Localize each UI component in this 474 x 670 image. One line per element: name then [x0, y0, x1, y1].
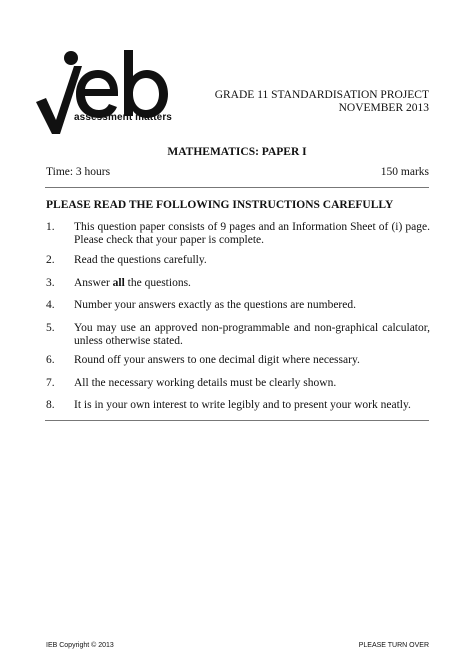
instruction-text: This question paper consists of 9 pages and an Information Sheet of (i) page. Please check that your paper is complete. — [74, 221, 430, 246]
footer-turn-over: PLEASE TURN OVER — [358, 642, 429, 649]
instruction-number: 5. — [46, 322, 55, 334]
logo-tagline: assessment matters — [74, 112, 172, 123]
footer-copyright: IEB Copyright © 2013 — [46, 642, 114, 649]
divider-top — [45, 187, 429, 188]
instruction-number: 1. — [46, 221, 55, 233]
instruction-text: Read the questions carefully. — [74, 254, 207, 266]
instruction-text: You may use an approved non-programmable and non-graphical calculator, unless otherwise stated. — [74, 322, 430, 347]
paper-title: MATHEMATICS: PAPER I — [167, 146, 307, 158]
instruction-number: 6. — [46, 354, 55, 366]
instruction-number: 2. — [46, 254, 55, 266]
header-info — [215, 89, 429, 114]
instruction-number: 7. — [46, 377, 55, 389]
instruction-number: 3. — [46, 277, 55, 289]
instruction-text: Number your answers exactly as the questions are numbered. — [74, 299, 356, 311]
ieb-checkmark-logo-icon — [34, 48, 174, 138]
instruction-number: 4. — [46, 299, 55, 311]
divider-bottom — [45, 420, 429, 421]
instruction-text: All the necessary working details must be clearly shown. — [74, 377, 337, 389]
instruction-text: It is in your own interest to write legibly and to present your work neatly. — [74, 399, 411, 411]
exam-date: NOVEMBER 2013 — [338, 101, 429, 114]
time-allowed: Time: 3 hours — [46, 166, 111, 178]
total-marks: 150 marks — [380, 166, 429, 178]
instruction-text: Answer all the questions. — [74, 277, 191, 289]
instruction-number: 8. — [46, 399, 55, 411]
ieb-logo — [34, 48, 174, 138]
instructions-heading: PLEASE READ THE FOLLOWING INSTRUCTIONS CAREFULLY — [46, 199, 394, 211]
instruction-text: Round off your answers to one decimal digit where necessary. — [74, 354, 360, 366]
project-title: GRADE 11 STANDARDISATION PROJECT — [214, 89, 429, 101]
